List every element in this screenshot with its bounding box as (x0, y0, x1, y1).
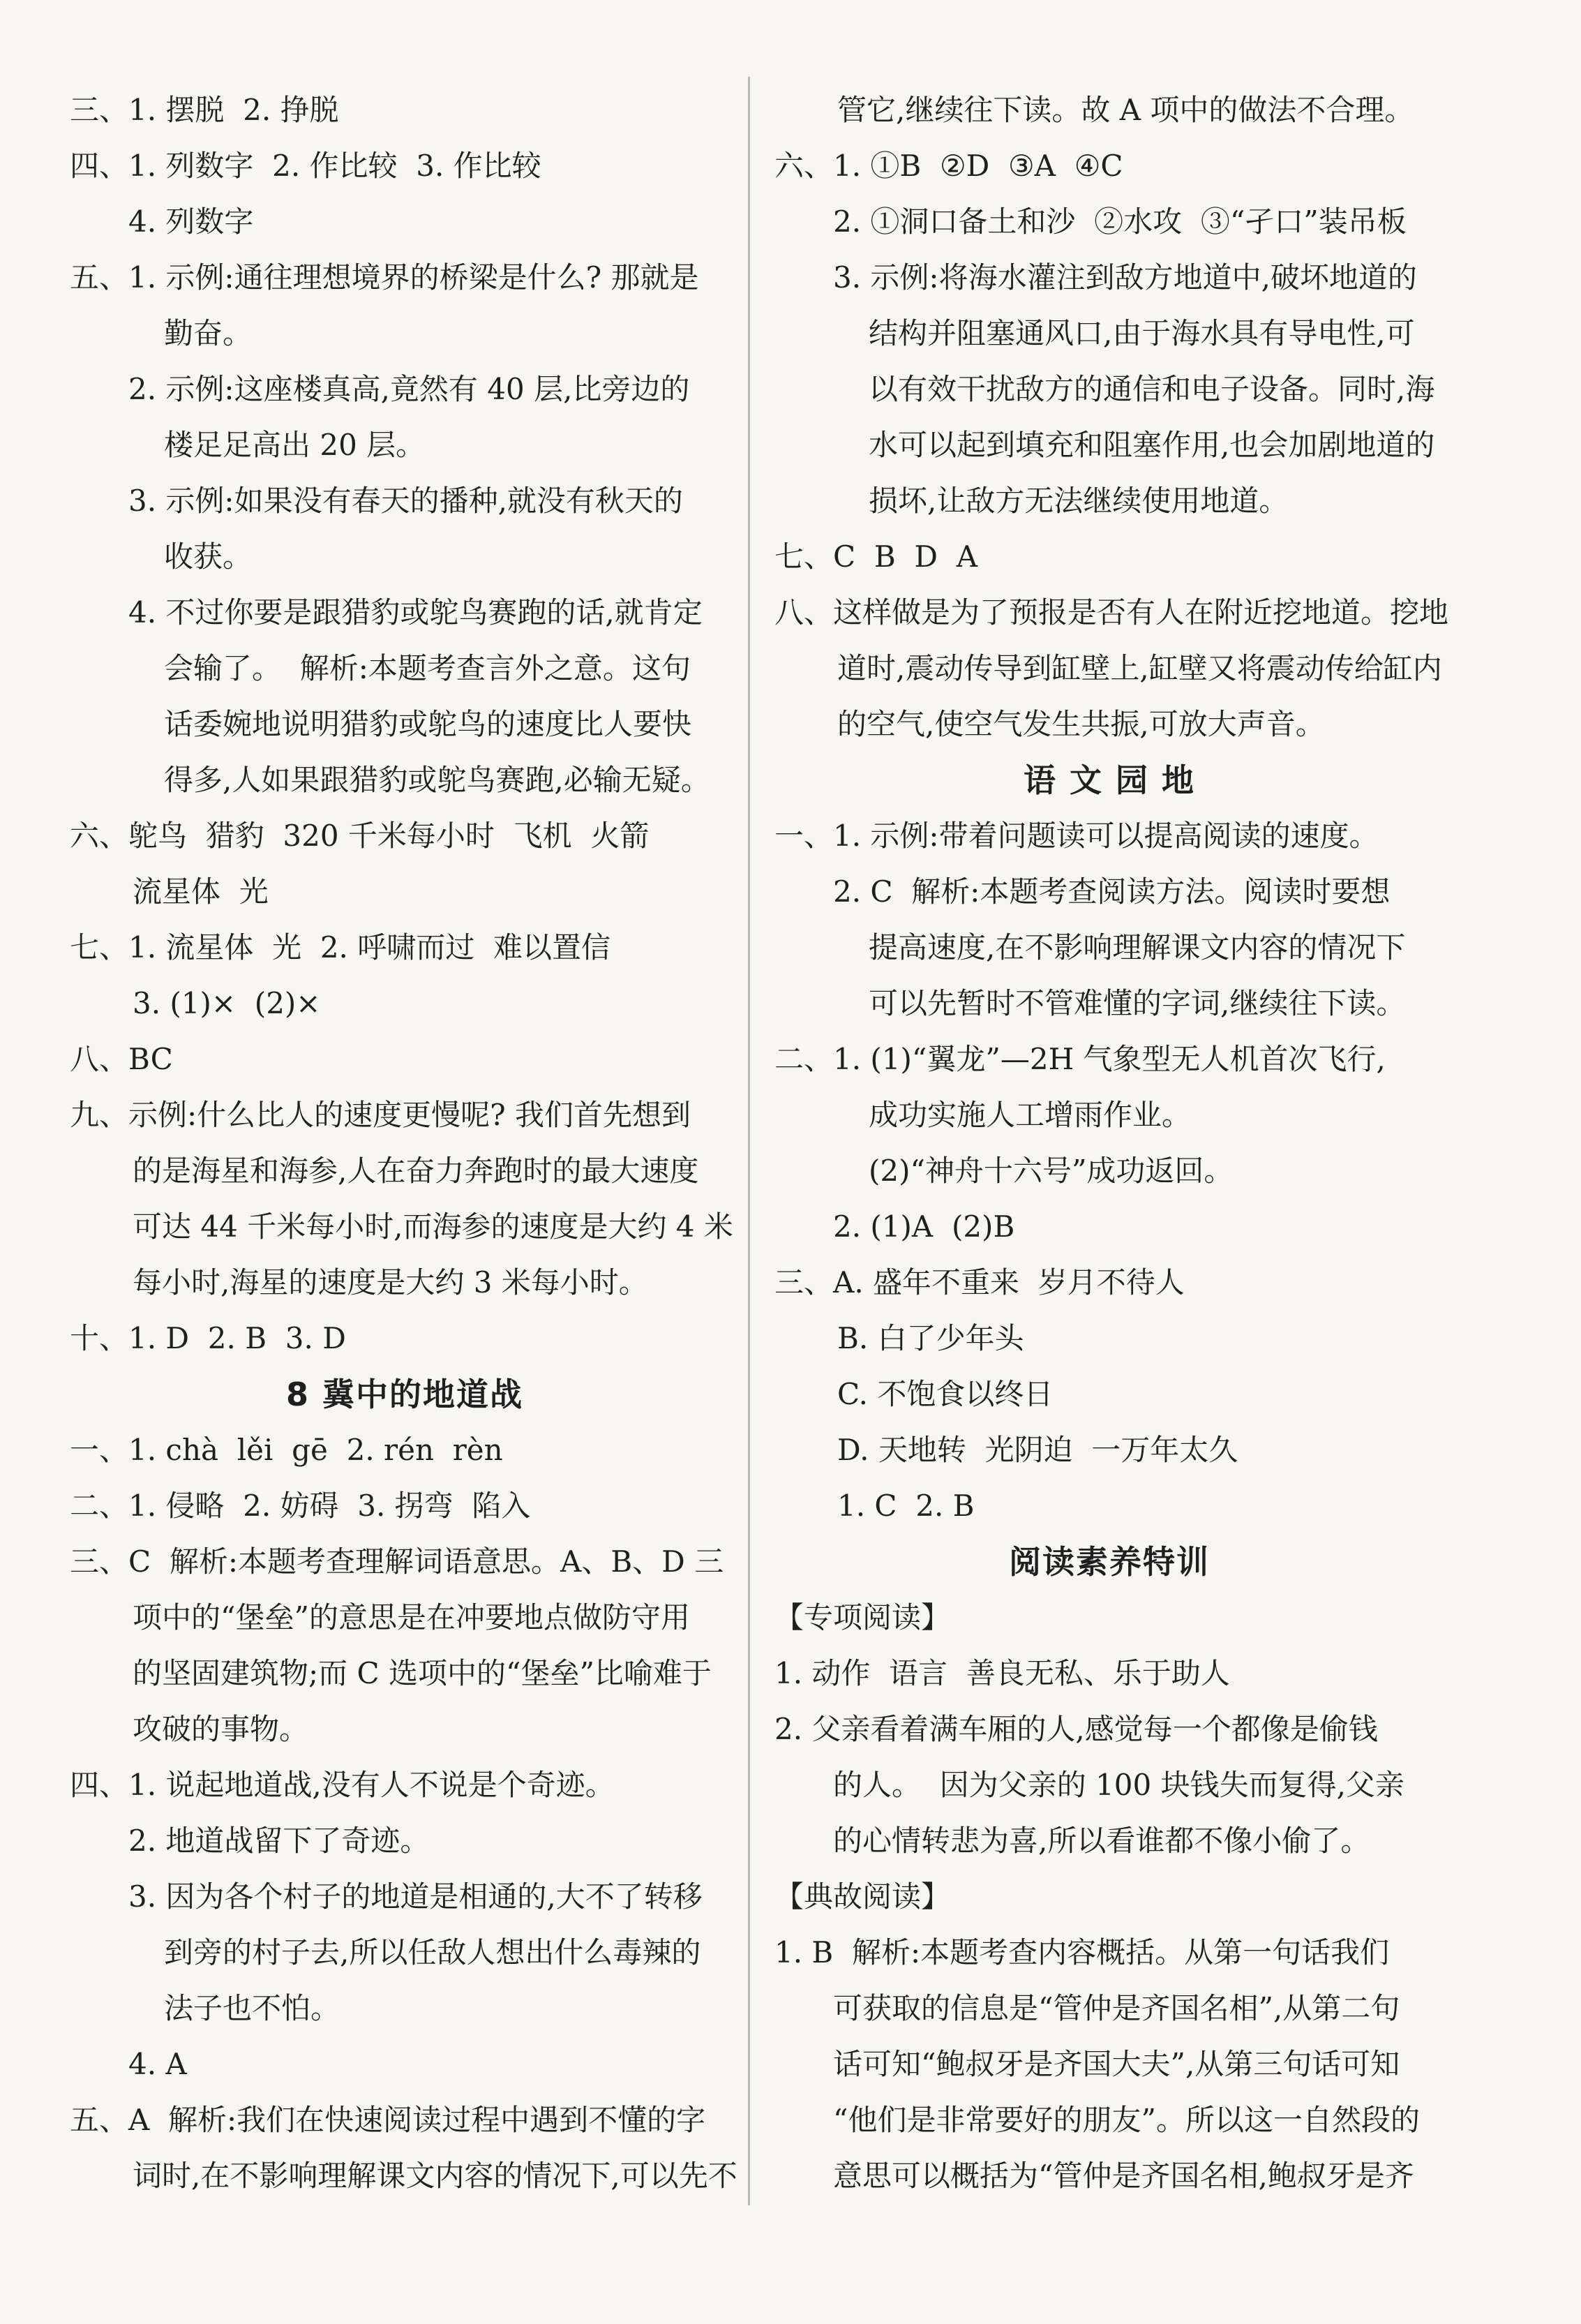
answer-line: 二、1. (1)“翼龙”—2H 气象型无人机首次飞行, (774, 1042, 1386, 1076)
answer-line: 攻破的事物。 (133, 1712, 309, 1746)
answer-line: 3. 示例:如果没有春天的播种,就没有秋天的 (128, 484, 683, 518)
answer-line: 一、1. chà lěi gē 2. rén rèn (70, 1433, 503, 1467)
answer-line: 会输了。 解析:本题考查言外之意。这句 (164, 651, 691, 685)
answer-line: 4. A (128, 2047, 187, 2081)
answer-line: 的是海星和海参,人在奋力奔跑时的最大速度 (133, 1154, 699, 1188)
answer-line: 五、1. 示例:通往理想境界的桥梁是什么? 那就是 (70, 260, 699, 295)
answer-line: 八、BC (70, 1042, 173, 1076)
answer-line: 法子也不怕。 (164, 1991, 340, 2025)
answer-line: 损坏,让敌方无法继续使用地道。 (869, 484, 1289, 518)
answer-line: C. 不饱食以终日 (837, 1377, 1054, 1411)
answer-line: 的心情转悲为喜,所以看谁都不像小偷了。 (833, 1824, 1370, 1858)
section-heading: 8 冀中的地道战 (285, 1376, 524, 1413)
answer-line: 意思可以概括为“管仲是齐国名相,鲍叔牙是齐 (833, 2159, 1414, 2193)
answer-line: 十、1. D 2. B 3. D (70, 1321, 346, 1355)
answer-line: 可获取的信息是“管仲是齐国名相”,从第二句 (833, 1991, 1400, 2025)
answer-line: 以有效干扰敌方的通信和电子设备。同时,海 (869, 372, 1435, 406)
answer-line: 管它,继续往下读。故 A 项中的做法不合理。 (837, 93, 1414, 127)
answer-line: 每小时,海星的速度是大约 3 米每小时。 (133, 1265, 648, 1299)
answer-line: 结构并阻塞通风口,由于海水具有导电性,可 (869, 316, 1415, 350)
right-column (774, 82, 1449, 2204)
answer-line: 四、1. 说起地道战,没有人不说是个奇迹。 (70, 1768, 615, 1802)
section-heading: 语 文 园 地 (1023, 761, 1196, 799)
answer-line: 三、C 解析:本题考查理解词语意思。A、B、D 三 (70, 1544, 724, 1579)
answer-line: 六、1. ①B ②D ③A ④C (774, 149, 1123, 183)
answer-line: B. 白了少年头 (837, 1321, 1024, 1355)
answer-line: 水可以起到填充和阻塞作用,也会加剧地道的 (869, 428, 1435, 462)
answer-line: 3. 示例:将海水灌注到敌方地道中,破坏地道的 (833, 260, 1417, 295)
answer-line: (2)“神舟十六号”成功返回。 (869, 1154, 1234, 1188)
answer-line: 成功实施人工增雨作业。 (869, 1098, 1192, 1132)
answer-line: 道时,震动传导到缸壁上,缸壁又将震动传给缸内 (837, 651, 1442, 685)
answer-line: 的坚固建筑物;而 C 选项中的“堡垒”比喻难于 (133, 1656, 712, 1690)
answer-line: 八、这样做是为了预报是否有人在附近挖地道。挖地 (774, 595, 1449, 630)
answer-line: 的空气,使空气发生共振,可放大声音。 (837, 707, 1325, 741)
answer-line: 九、示例:什么比人的速度更慢呢? 我们首先想到 (70, 1098, 691, 1132)
answer-line: 七、1. 流星体 光 2. 呼啸而过 难以置信 (70, 930, 610, 964)
answer-line: 五、A 解析:我们在快速阅读过程中遇到不懂的字 (70, 2103, 706, 2137)
answer-line: 六、鸵鸟 猎豹 320 千米每小时 飞机 火箭 (70, 819, 650, 853)
answer-line: 2. 地道战留下了奇迹。 (128, 1824, 430, 1858)
answer-line: 提高速度,在不影响理解课文内容的情况下 (869, 930, 1406, 964)
answer-line: 楼足足高出 20 层。 (164, 428, 426, 462)
left-column (70, 82, 740, 2204)
answer-line: 流星体 光 (133, 874, 269, 909)
answer-line: 三、A. 盛年不重来 岁月不待人 (774, 1265, 1185, 1299)
answer-line: 【专项阅读】 (774, 1600, 951, 1634)
answer-line: 4. 不过你要是跟猎豹或鸵鸟赛跑的话,就肯定 (128, 595, 703, 630)
answer-line: 得多,人如果跟猎豹或鸵鸟赛跑,必输无疑。 (164, 763, 710, 797)
answer-line: 的人。 因为父亲的 100 块钱失而复得,父亲 (833, 1768, 1404, 1802)
answer-line: D. 天地转 光阴迫 一万年太久 (837, 1433, 1238, 1467)
answer-line: 2. 示例:这座楼真高,竟然有 40 层,比旁边的 (128, 372, 690, 406)
answer-line: 二、1. 侵略 2. 妨碍 3. 拐弯 陷入 (70, 1489, 531, 1523)
answer-line: 2. (1)A (2)B (833, 1209, 1015, 1244)
answer-line: 词时,在不影响理解课文内容的情况下,可以先不 (133, 2159, 737, 2193)
answer-line: 3. (1)× (2)× (133, 986, 321, 1020)
answer-line: 2. 父亲看着满车厢的人,感觉每一个都像是偷钱 (774, 1712, 1378, 1746)
answer-line: 话委婉地说明猎豹或鸵鸟的速度比人要快 (164, 707, 692, 741)
answer-line: 项中的“堡垒”的意思是在冲要地点做防守用 (133, 1600, 690, 1634)
answer-line: 四、1. 列数字 2. 作比较 3. 作比较 (70, 149, 541, 183)
answer-line: 可达 44 千米每小时,而海参的速度是大约 4 米 (133, 1209, 733, 1244)
answer-line: 勤奋。 (164, 316, 253, 350)
answer-line: 到旁的村子去,所以任敌人想出什么毒辣的 (164, 1935, 701, 1969)
answer-line: 1. C 2. B (837, 1489, 975, 1523)
answer-line: 七、C B D A (774, 539, 978, 574)
column-divider (748, 77, 750, 2205)
answer-line: 4. 列数字 (128, 204, 254, 239)
answer-line: 1. B 解析:本题考查内容概括。从第一句话我们 (774, 1935, 1390, 1969)
answer-line: 话可知“鲍叔牙是齐国大夫”,从第三句话可知 (833, 2047, 1400, 2081)
answer-line: 2. ①洞口备土和沙 ②水攻 ③“孑口”装吊板 (833, 204, 1407, 239)
answer-line: “他们是非常要好的朋友”。所以这一自然段的 (833, 2103, 1420, 2137)
answer-line: 一、1. 示例:带着问题读可以提高阅读的速度。 (774, 819, 1379, 853)
answer-line: 收获。 (164, 539, 253, 574)
answer-line: 3. 因为各个村子的地道是相通的,大不了转移 (128, 1879, 703, 1914)
answer-line: 【典故阅读】 (774, 1879, 951, 1914)
answer-line: 1. 动作 语言 善良无私、乐于助人 (774, 1656, 1230, 1690)
section-heading: 阅读素养特训 (1009, 1543, 1210, 1581)
answer-line: 可以先暂时不管难懂的字词,继续往下读。 (869, 986, 1406, 1020)
answer-line: 三、1. 摆脱 2. 挣脱 (70, 93, 339, 127)
answer-line: 2. C 解析:本题考查阅读方法。阅读时要想 (833, 874, 1391, 909)
